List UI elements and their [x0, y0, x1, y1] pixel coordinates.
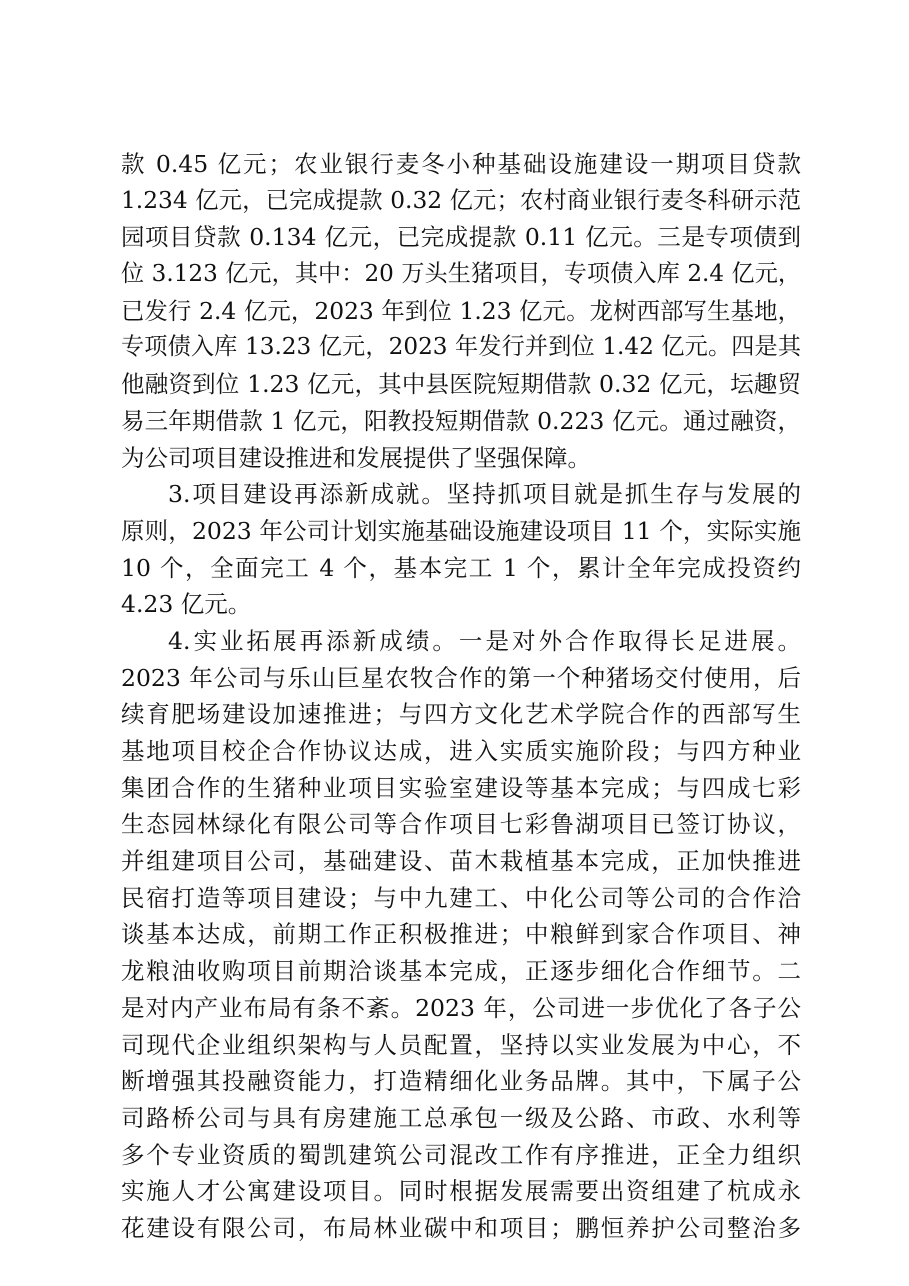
- text-line: 谈基本达成，前期工作正积极推进；中粮鲜到家合作项目、神: [121, 920, 801, 949]
- text-line: 续育肥场建设加速推进；与四方文化艺术学院合作的西部写生: [121, 700, 801, 729]
- text-line: 10 个，全面完工 4 个，基本完工 1 个，累计全年完成投资约: [121, 553, 801, 582]
- document-body: [121, 146, 801, 1247]
- text-line: 专项债入库 13.23 亿元，2023 年发行并到位 1.42 亿元。四是其: [121, 334, 801, 361]
- text-line: 集团合作的生猪种业项目实验室建设等基本完成；与四成七彩: [121, 773, 801, 802]
- text-line: 易三年期借款 1 亿元，阳教投短期借款 0.223 亿元。通过融资，: [121, 406, 801, 435]
- text-line: 实施人才公寓建设项目。同时根据发展需要出资组建了杭成永: [121, 1177, 801, 1206]
- text-line: 花建设有限公司，布局林业碳中和项目；鹏恒养护公司整治多: [121, 1213, 801, 1242]
- text-line: 民宿打造等项目建设；与中九建工、中化公司等公司的合作洽: [121, 883, 801, 912]
- text-line: 生态园林绿化有限公司等合作项目七彩鲁湖项目已签订协议，: [121, 810, 801, 839]
- text-line: 多个专业资质的蜀凯建筑公司混改工作有序推进，正全力组织: [121, 1140, 801, 1169]
- text-line: 为公司项目建设推进和发展提供了坚强保障。: [121, 443, 591, 472]
- text-line: 他融资到位 1.23 亿元，其中县医院短期借款 0.32 亿元，坛趣贸: [121, 370, 801, 399]
- text-line: 原则，2023 年公司计划实施基础设施建设项目 11 个，实际实施: [121, 516, 801, 545]
- text-line: 断增强其投融资能力，打造精细化业务品牌。其中，下属子公: [121, 1067, 801, 1096]
- text-line: 已发行 2.4 亿元，2023 年到位 1.23 亿元。龙树西部写生基地，: [121, 296, 801, 325]
- text-line: 并组建项目公司，基础建设、苗木栽植基本完成，正加快推进: [121, 847, 801, 876]
- text-line: 4.23 亿元。: [121, 590, 252, 619]
- text-line: 2023 年公司与乐山巨星农牧合作的第一个种猪场交付使用，后: [121, 663, 801, 692]
- text-line: 3.项目建设再添新成就。坚持抓项目就是抓生存与发展的: [168, 480, 801, 509]
- text-line: 位 3.123 亿元，其中：20 万头生猪项目，专项债入库 2.4 亿元，: [121, 261, 801, 288]
- text-line: 基地项目校企合作协议达成，进入实质实施阶段；与四方种业: [121, 737, 801, 765]
- text-line: 司现代企业组织架构与人员配置，坚持以实业发展为中心，不: [121, 1030, 801, 1059]
- text-line: 龙粮油收购项目前期洽谈基本完成，正逐步细化合作细节。二: [121, 957, 801, 986]
- text-line: 1.234 亿元，已完成提款 0.32 亿元；农村商业银行麦冬科研示范: [121, 186, 801, 214]
- text-line: 4.实业拓展再添新成绩。一是对外合作取得长足进展。: [168, 626, 801, 655]
- text-line: 园项目贷款 0.134 亿元，已完成提款 0.11 亿元。三是专项债到: [121, 223, 801, 252]
- text-line: 是对内产业布局有条不紊。2023 年，公司进一步优化了各子公: [121, 993, 801, 1022]
- text-line: 司路桥公司与具有房建施工总承包一级及公路、市政、水利等: [121, 1103, 801, 1132]
- text-line: 款 0.45 亿元；农业银行麦冬小种基础设施建设一期项目贷款: [121, 150, 801, 178]
